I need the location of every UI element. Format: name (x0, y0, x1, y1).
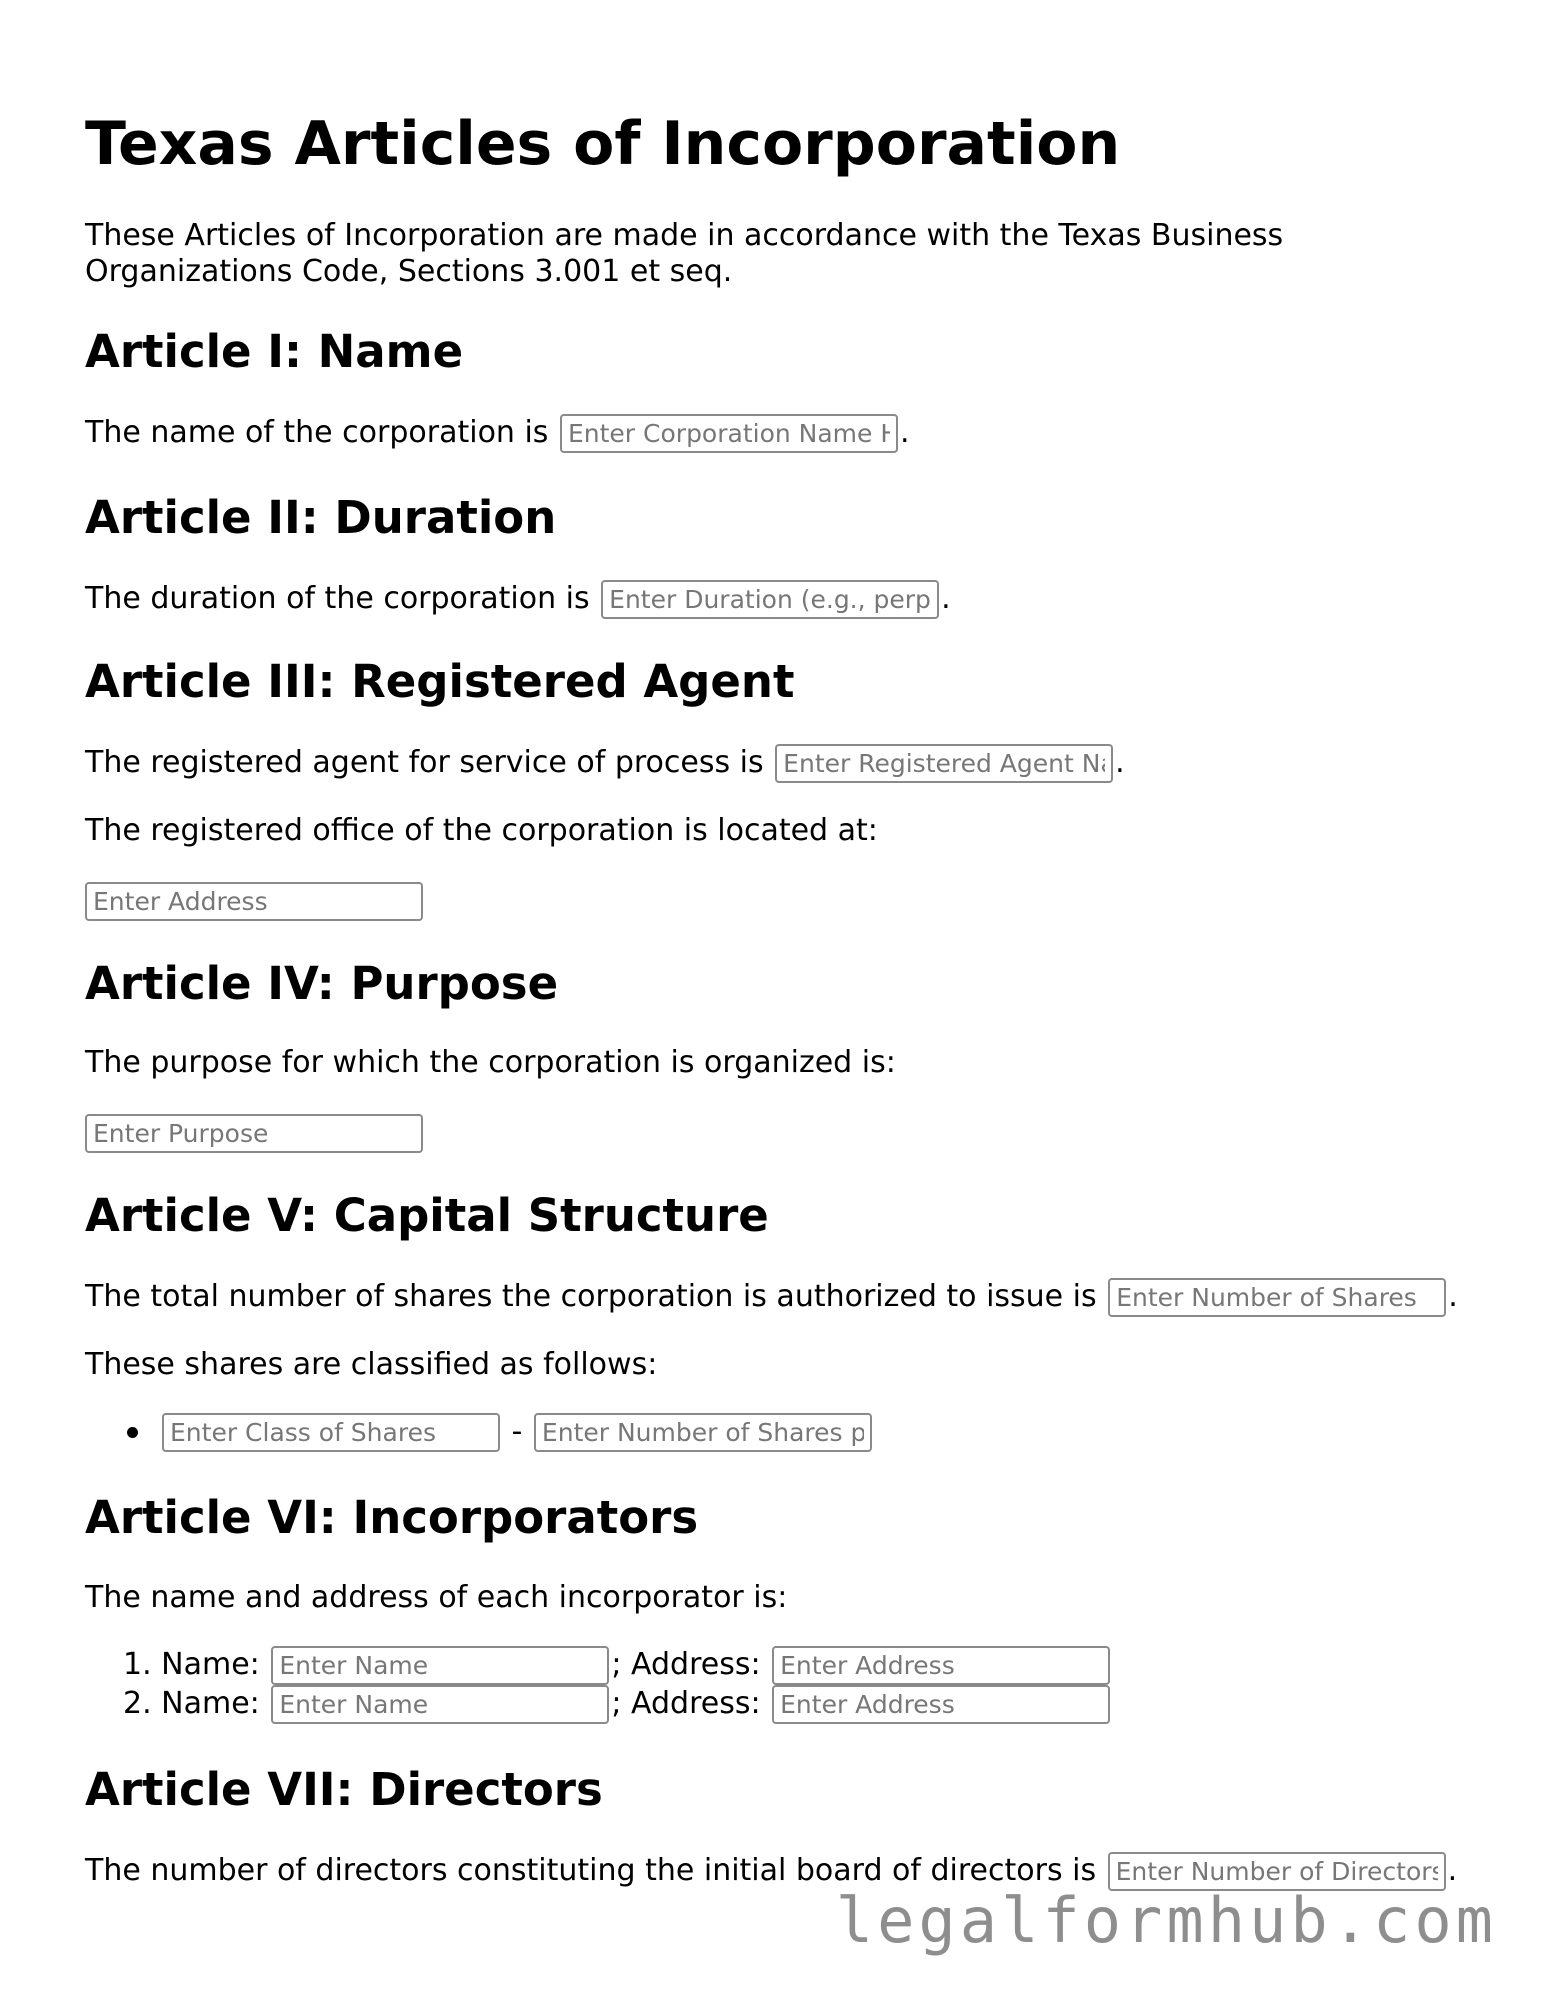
incorporator-number: 2. (123, 1686, 152, 1721)
incorporator-1-address-input[interactable] (772, 1646, 1110, 1685)
article-7-text: The number of directors constituting the initial board of directors is (85, 1853, 1097, 1888)
article-3-text: The registered agent for service of process is (85, 745, 764, 780)
registered-office-text: The registered office of the corporation is located at: (85, 813, 878, 848)
article-5-text: The total number of shares the corporation is authorized to issue is (85, 1279, 1097, 1314)
bullet-icon (127, 1427, 138, 1438)
article-1-heading: Article I: Name (85, 325, 464, 378)
article-3-sentence (85, 744, 1125, 783)
article-5-sentence (85, 1278, 1458, 1317)
incorporator-address-label: ; Address: (611, 1686, 761, 1721)
article-3-period: . (1115, 745, 1125, 780)
article-2-period: . (941, 581, 951, 616)
article-2-heading: Article II: Duration (85, 491, 557, 544)
incorporator-number: 1. (123, 1647, 152, 1682)
incorporator-name-label: Name: (161, 1647, 260, 1682)
incorporator-2-name-input[interactable] (271, 1685, 609, 1724)
registered-office-field (85, 882, 425, 921)
article-2-sentence (85, 580, 951, 619)
article-3-heading: Article III: Registered Agent (85, 655, 795, 708)
corporation-name-input[interactable] (560, 414, 898, 453)
page-title: Texas Articles of Incorporation (85, 109, 1121, 179)
registered-office-address-input[interactable] (85, 882, 423, 921)
registered-agent-input[interactable] (775, 744, 1113, 783)
watermark: legalformhub.com (835, 1884, 1497, 1957)
incorporator-1-name-input[interactable] (271, 1646, 609, 1685)
duration-input[interactable] (601, 580, 939, 619)
incorporator-row (123, 1646, 1112, 1685)
article-1-text: The name of the corporation is (85, 415, 549, 450)
incorporator-row (123, 1685, 1112, 1724)
article-2-text: The duration of the corporation is (85, 581, 590, 616)
article-5-period: . (1448, 1279, 1458, 1314)
article-1-period: . (899, 415, 910, 450)
incorporator-name-label: Name: (161, 1686, 260, 1721)
shares-per-class-input[interactable] (534, 1413, 872, 1452)
article-7-period: . (1447, 1853, 1458, 1888)
article-4-heading: Article IV: Purpose (85, 957, 559, 1010)
incorporator-address-label: ; Address: (611, 1647, 761, 1682)
share-class-list-item (127, 1413, 874, 1452)
intro-paragraph: These Articles of Incorporation are made in accordance with the Texas Business Organizations Code, Sections 3.001 et seq. (85, 218, 1284, 289)
article-1-sentence (85, 414, 910, 453)
dash-separator: - (511, 1414, 523, 1449)
article-5-heading: Article V: Capital Structure (85, 1189, 769, 1242)
total-shares-input[interactable] (1108, 1278, 1446, 1317)
purpose-input[interactable] (85, 1114, 423, 1153)
share-class-input[interactable] (162, 1413, 500, 1452)
purpose-field (85, 1114, 425, 1153)
article-6-heading: Article VI: Incorporators (85, 1491, 699, 1544)
shares-classified-text: These shares are classified as follows: (85, 1347, 658, 1382)
article-4-text: The purpose for which the corporation is organized is: (85, 1045, 896, 1080)
incorporator-2-address-input[interactable] (772, 1685, 1110, 1724)
article-6-text: The name and address of each incorporator is: (85, 1580, 788, 1615)
article-7-heading: Article VII: Directors (85, 1763, 603, 1816)
